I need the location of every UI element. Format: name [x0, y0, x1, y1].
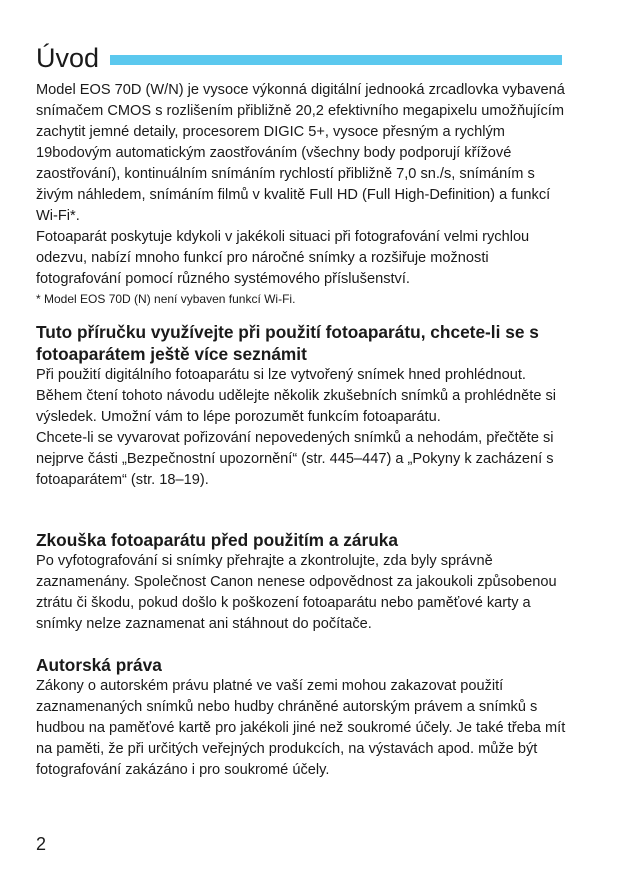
- copyright-section: [36, 654, 566, 781]
- title-accent-bar: [110, 55, 562, 65]
- use-paragraph-2: Chcete-li se vyvarovat pořizování nepovedených snímků a nehodám, přečtěte si nejprve části „Bezpečnostní upozornění“ (str. 445–447) a „Pokyny k zacházení s fotoaparátem“ (str. 18–19).: [36, 430, 554, 488]
- use-paragraph-1: Při použití digitálního fotoaparátu si lze vytvořený snímek hned prohlédnout. Během čtení tohoto návodu udělejte několik zkušebních snímků a prohlédněte si výsledek. Umožní vám to lépe porozumět funkcím fotoaparátu.: [36, 367, 557, 425]
- copyright-section-heading: Autorská práva: [36, 655, 162, 675]
- test-section: [36, 529, 566, 635]
- test-section-heading: Zkouška fotoaparátu před použitím a záruka: [36, 530, 399, 550]
- intro-footnote: * Model EOS 70D (N) není vybaven funkcí Wi-Fi.: [36, 292, 296, 306]
- test-paragraph-1: Po vyfotografování si snímky přehrajte a zkontrolujte, zda byly správně zaznamenány. Společnost Canon nenese odpovědnost za jakoukoli způsobenou ztrátu či škodu, pokud došlo k poškození fotoaparátu nebo paměťové karty a snímky nelze zaznamenat ani stáhnout do počítače.: [36, 553, 557, 632]
- use-section-heading: Tuto příručku využívejte při použití fotoaparátu, chcete-li se s fotoaparátem ještě více seznámit: [36, 322, 539, 364]
- intro-paragraph-1: Model EOS 70D (W/N) je vysoce výkonná digitální jednooká zrcadlovka vybavená snímačem CMOS s rozlišením přibližně 20,2 efektivního megapixelu umožňujícím zachytit jemné detaily, procesorem DIGIC 5+, vysoce přesným a rychlým 19bodovým automatickým zaostřováním (všechny body podporují křížové zaostřování), kontinuálním snímáním rychlostí přibližně 7,0 sn./s, snímáním s živým náhledem, snímáním filmů v kvalitě Full HD (Full High-Definition) a funkcí Wi-Fi*.: [36, 82, 565, 224]
- title-row: [36, 38, 562, 78]
- page-number: 2: [36, 834, 47, 854]
- page-title: Úvod: [36, 43, 100, 73]
- copyright-paragraph-1: Zákony o autorském právu platné ve vaší zemi mohou zakazovat použití zaznamenaných snímků nebo hudby chráněné autorským právem a snímků s hudbou na paměťové kartě pro jakékoli jiné než soukromé účely. Je také třeba mít na paměti, že při určitých veřejných produkcích, na výstavách apod. může být fotografování zakázáno i pro soukromé účely.: [36, 678, 566, 778]
- intro-paragraph-2: Fotoaparát poskytuje kdykoli v jakékoli situaci při fotografování velmi rychlou odezvu, nabízí mnoho funkcí pro náročné snímky a rozšiřuje možnosti fotografování pomocí různého systémového příslušenství.: [36, 229, 530, 287]
- use-section: [36, 321, 566, 491]
- intro-section: [36, 80, 566, 309]
